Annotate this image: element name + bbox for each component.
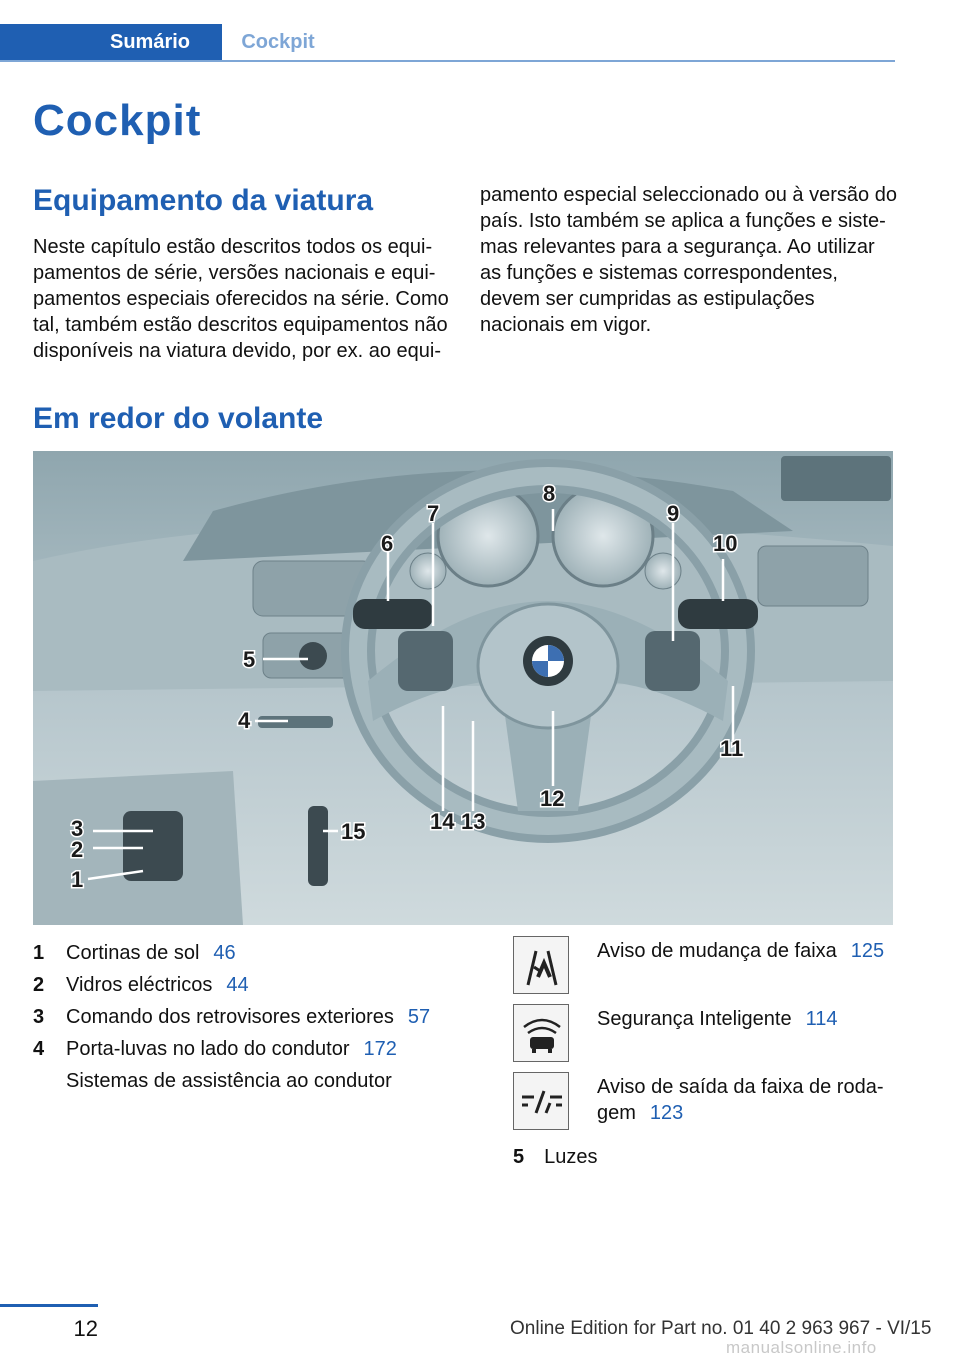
callout-1: 1 <box>71 867 84 892</box>
item-text: Comando dos retrovisores exteriores <box>66 1006 394 1028</box>
page-ref-link[interactable]: 44 <box>226 974 249 996</box>
list-item <box>33 1004 453 1030</box>
intro-paragraph-col2: pamento especial seleccionado ou à versão do país. Isto também se aplica a funções e sistemas relevantes para a segurança. Ao utilizar as funções e sistemas correspondentes, devem ser cumpridas as estipulações nacionais em vigor. <box>480 184 897 336</box>
callout-12: 12 <box>540 786 565 811</box>
tab-summary[interactable]: Sumário <box>0 24 222 61</box>
item-text: Aviso de mudança de faixa <box>597 940 837 962</box>
callout-2: 2 <box>71 837 84 862</box>
active-guard-icon <box>513 1004 569 1062</box>
section-heading-steering-wheel: Em redor do volante <box>33 402 324 435</box>
tabs-underline <box>0 60 895 62</box>
list-item <box>33 940 453 966</box>
callout-6: 6 <box>381 531 394 556</box>
legend-list-right <box>513 936 903 1170</box>
list-item <box>33 1068 453 1094</box>
callout-8: 8 <box>543 481 556 506</box>
callout-15: 15 <box>341 819 366 844</box>
footer-rule <box>0 1304 98 1307</box>
intro-paragraph-col1: Neste capítulo estão descritos todos os equipamentos de série, versões nacionais e equipamentos especiais oferecidos na série. Como tal, também estão descritos equipamentos não disponíveis na viatura devido, por ex. ao equi- <box>33 236 449 362</box>
watermark: manualsonline.info <box>726 1338 877 1357</box>
page-ref-link[interactable]: 46 <box>213 942 236 964</box>
lane-change-warning-icon <box>513 936 569 994</box>
callout-14: 14 <box>430 809 455 834</box>
item-text: Aviso de saída da faixa de rodagem <box>597 1076 884 1124</box>
callout-10: 10 <box>713 531 738 556</box>
cockpit-illustration <box>33 451 893 925</box>
item-number: 3 <box>33 1006 45 1028</box>
callout-5: 5 <box>243 647 256 672</box>
callout-11: 11 <box>720 736 744 761</box>
callout-7: 7 <box>427 501 440 526</box>
lane-departure-warning-icon <box>513 1072 569 1130</box>
list-item <box>33 972 453 998</box>
callout-3: 3 <box>71 816 84 841</box>
header-tabs <box>0 24 895 61</box>
item-text: Luzes <box>544 1146 598 1168</box>
page-ref-link[interactable]: 123 <box>649 1102 684 1124</box>
page-number: 12 <box>73 1316 98 1341</box>
list-item <box>513 1072 903 1130</box>
tab-cockpit[interactable]: Cockpit <box>241 31 315 53</box>
page-ref-link[interactable]: 172 <box>363 1038 397 1060</box>
item-text: Cortinas de sol <box>66 942 200 964</box>
page-ref-link[interactable]: 125 <box>850 940 885 962</box>
item-text: Porta-luvas no lado do condutor <box>66 1038 350 1060</box>
page-title: Cockpit <box>33 96 202 145</box>
item-text: Sistemas de assistência ao condutor <box>66 1070 392 1092</box>
edition-note: Online Edition for Part no. 01 40 2 963 967 - VI/15 <box>510 1318 932 1339</box>
item-number: 4 <box>33 1038 45 1060</box>
list-item <box>513 1004 903 1062</box>
page-ref-link[interactable]: 114 <box>805 1008 838 1030</box>
section-heading-equipment: Equipamento da viatura <box>33 184 374 217</box>
item-text: Vidros eléctricos <box>66 974 213 996</box>
callout-13: 13 <box>461 809 486 834</box>
item-number: 2 <box>33 974 45 996</box>
list-item <box>513 936 903 994</box>
list-item <box>513 1144 903 1170</box>
legend-list-left <box>33 940 453 1100</box>
page-ref-link[interactable]: 57 <box>407 1006 431 1028</box>
item-number: 1 <box>33 942 45 964</box>
callout-9: 9 <box>667 501 680 526</box>
item-text: Segurança Inteligente <box>597 1008 792 1030</box>
callout-4: 4 <box>238 708 251 733</box>
list-item <box>33 1036 453 1062</box>
item-number: 5 <box>513 1146 525 1168</box>
